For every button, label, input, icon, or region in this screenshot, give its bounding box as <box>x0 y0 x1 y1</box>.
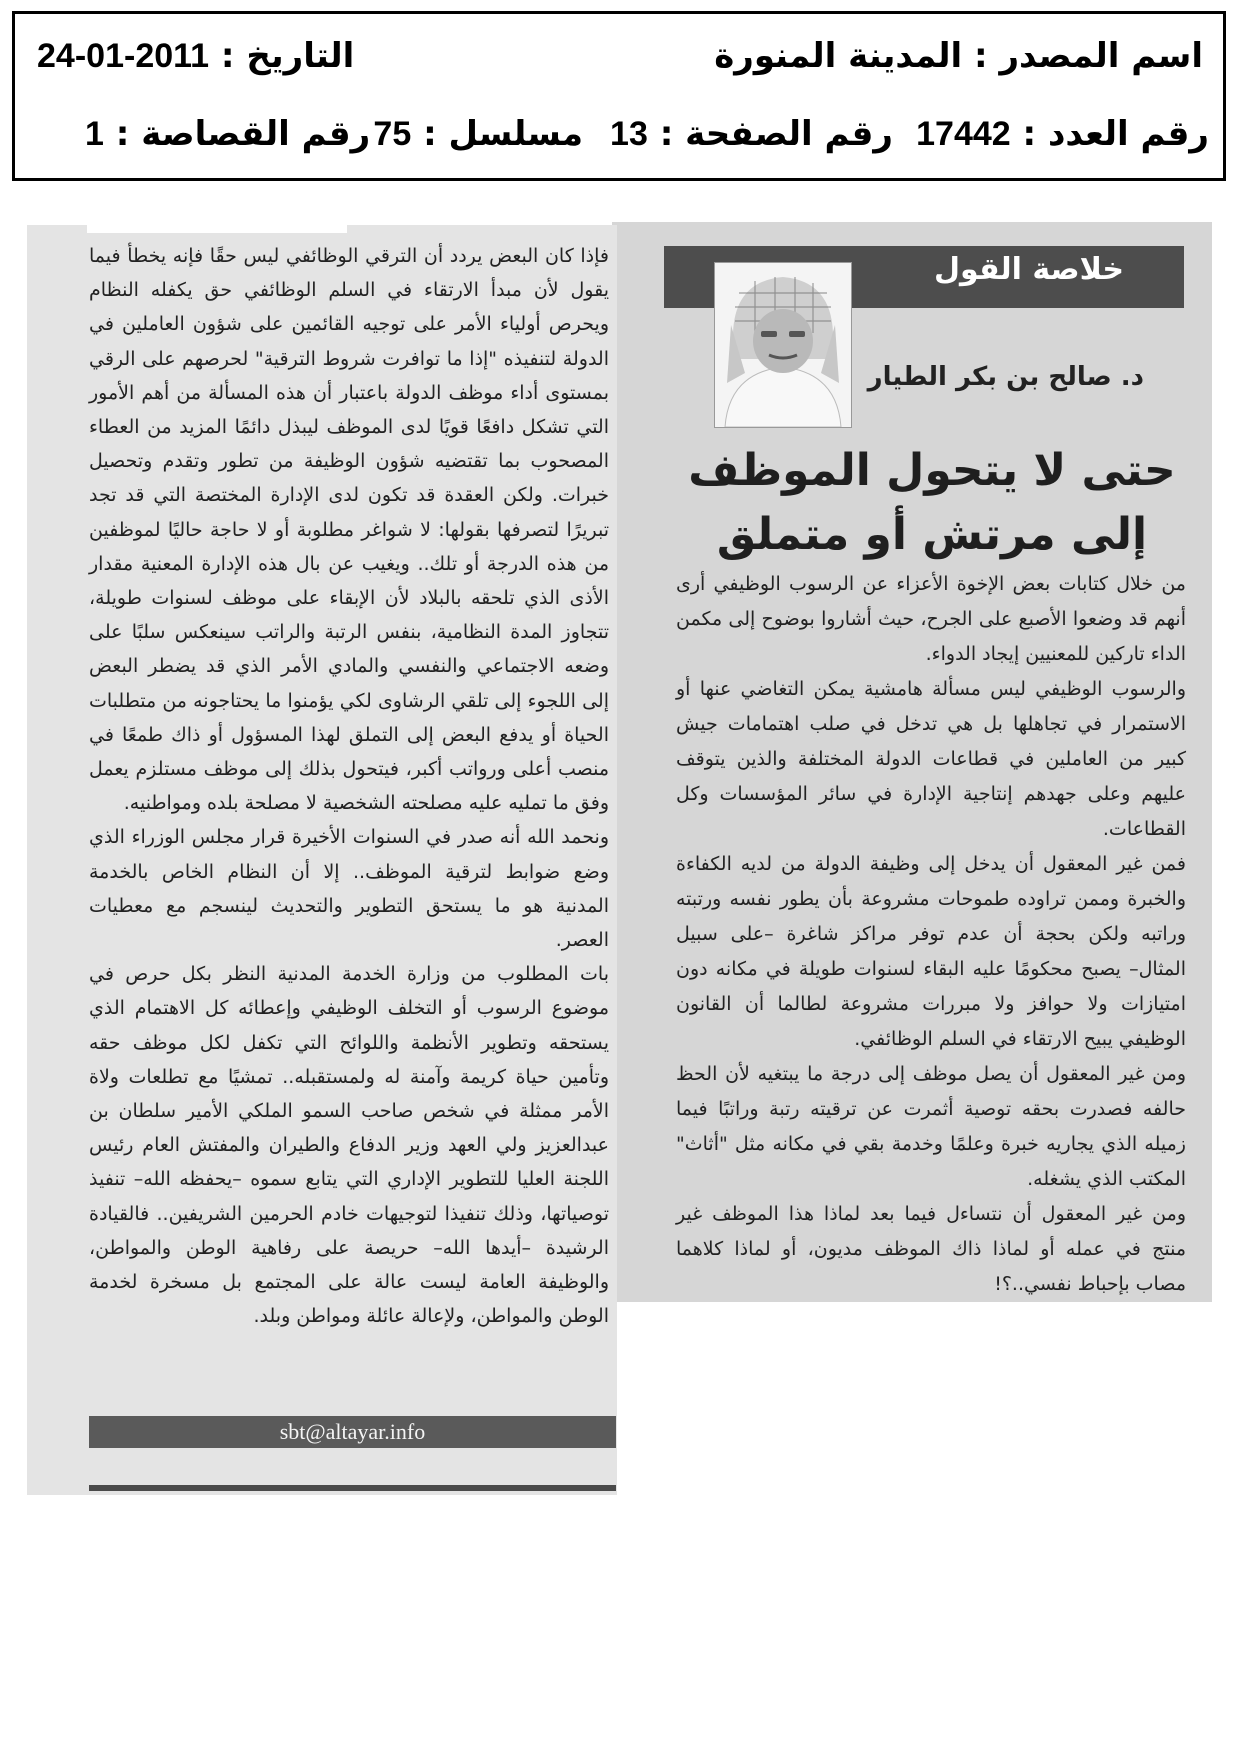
paragraph: فمن غير المعقول أن يدخل إلى وظيفة الدولة من لديه الكفاءة والخبرة وممن تراوده طموحات مشروعة بأن يطور نفسه ورتبته وراتبه ولكن بحجة أن عدم توفر مراكز شاغرة –على سبيل المثال– يصبح محكومًا عليه البقاء لسنوات طويلة في مكانه دون امتيازات ولا حوافز ولا مبررات مشروعة لطالما أن القانون الوظيفي يبيح الارتقاء في السلم الوظائفي. <box>676 853 1186 1050</box>
clipping-edge <box>87 225 347 233</box>
article-clipping-left <box>27 225 617 1495</box>
column-title: خلاصة القول <box>933 252 1124 287</box>
issue-value: 17442 <box>916 115 1011 153</box>
header-info-box <box>12 11 1226 181</box>
clip-number-field <box>85 114 370 154</box>
serial-label: مسلسل : <box>411 114 583 154</box>
author-portrait-image <box>715 263 851 427</box>
header-row-2 <box>15 114 1223 174</box>
date-label: التاريخ : <box>209 36 355 76</box>
serial-field <box>373 114 583 154</box>
headline-line-1: حتى لا يتحول الموظف <box>688 445 1176 496</box>
paragraph: ومن غير المعقول أن نتساءل فيما بعد لماذا هذا الموظف غير منتج في عمله أو لماذا ذاك الموظف مديون، أو لماذا كلاهما مصاب بإحباط نفسي..؟! <box>676 1203 1186 1295</box>
serial-value: 75 <box>373 115 412 153</box>
date-value: 2011-01-24 <box>37 37 210 75</box>
page-label: رقم الصفحة : <box>647 114 893 154</box>
article-body-left <box>89 239 609 1439</box>
source-name: اسم المصدر : المدينة المنورة <box>714 36 1203 76</box>
paragraph: ومن غير المعقول أن يصل موظف إلى درجة ما يبتغيه لأن الحظ حالفه فصدرت بحقه توصية أثمرت عن ترقيته رتبة وراتبًا فيما زميله الذي يجاريه خبرة وعلمًا وخدمة بقي في مكانه مثل "أثاث" المكتب الذي يشغله. <box>676 1063 1186 1190</box>
article-body-right <box>676 567 1186 1295</box>
article-clipping-right <box>612 222 1212 1302</box>
page-value: 13 <box>610 115 648 153</box>
bottom-divider <box>89 1485 616 1491</box>
issue-number-field <box>916 114 1209 154</box>
paragraph: فإذا كان البعض يردد أن الترقي الوظائفي ليس حقًا فإنه يخطأ فيما يقول لأن مبدأ الارتقاء في السلم الوظائفي حق يكفله النظام ويحرص أولياء الأمر على توجيه القائمين على شؤون العاملين في الدولة لتنفيذه "إذا ما توافرت شروط الترقية" لحرصهم على الرقي بمستوى أداء موظف الدولة باعتبار أن هذه المسألة من أهم الأمور التي تشكل دافعًا قويًا لدى الموظف ليبذل دائمًا المزيد من العطاء المصحوب بما تقتضيه شؤون الوظيفة من تطور وتقدم وتحصيل خبرات. ولكن العقدة قد تكون لدى الإدارة المختصة التي قد تجد تبريرًا لتصرفها بقولها: لا شواغر مطلوبة أو لا حاجة حاليًا لموظفين من هذه الدرجة أو تلك.. ويغيب عن بال هذه الإدارة المعنية مقدار الأذى الذي تلحقه بالبلاد لأن الإبقاء على موظف لسنوات طويلة، تتجاوز المدة النظامية، بنفس الرتبة والراتب سينعكس سلبًا على وضعه الاجتماعي والنفسي والمادي الأمر الذي قد يضطر البعض إلى اللجوء إلى تلقي الرشاوى لكي يؤمنوا ما يحتاجونه من متطلبات الحياة أو يدفع البعض إلى التملق لهذا المسؤول أو ذاك طمعًا في منصب أعلى ورواتب أكبر، فيتحول بذلك إلى موظف مستلزم يعمل وفق ما تمليه عليه مصلحته الشخصية لا مصلحة بلده ومواطنيه. <box>89 245 609 815</box>
paragraph: من خلال كتابات بعض الإخوة الأعزاء عن الرسوب الوظيفي أرى أنهم قد وضعوا الأصبع على الجرح، حيث أشاروا بوضوح إلى مكمن الداء تاركين للمعنيين إيجاد الدواء. <box>676 573 1186 665</box>
author-photo <box>714 262 852 428</box>
date-field <box>37 36 354 76</box>
author-email: sbt@altayar.info <box>89 1416 616 1448</box>
clip-value: 1 <box>85 115 104 153</box>
paragraph: والرسوب الوظيفي ليس مسألة هامشية يمكن التغاضي عنها أو الاستمرار في تجاهلها بل هي تدخل في صلب اهتمامات جيش كبير من العاملين في قطاعات الدولة المختلفة والذين يتوقف عليهم وعلى جهدهم إنتاجية الإدارة في سائر المؤسسات وكل القطاعات. <box>676 678 1186 840</box>
clip-label: رقم القصاصة : <box>103 114 371 154</box>
paragraph: بات المطلوب من وزارة الخدمة المدنية النظر بكل حرص في موضوع الرسوب أو التخلف الوظيفي وإعطائه كل الاهتمام الذي يستحقه وتطوير الأنظمة واللوائح التي تكفل لكل موظف حقه وتأمين حياة كريمة وآمنة له ولمستقبله.. تمشيًا مع تطلعات ولاة الأمر ممثلة في شخص صاحب السمو الملكي الأمير سلطان بن عبدالعزيز ولي العهد وزير الدفاع والطيران والمفتش العام رئيس اللجنة العليا للتطوير الإداري التي يتابع سموه –يحفظه الله– تنفيذ توصياتها، وذلك تنفيذا لتوجيهات خادم الحرمين الشريفين.. فالقيادة الرشيدة –أيدها الله– حريصة على رفاهية الوطن والمواطن، والوظيفة العامة ليست عالة على المجتمع بل مسخرة لخدمة الوطن والمواطن، ولإعالة عائلة ومواطن وبلد. <box>89 963 609 1328</box>
issue-label: رقم العدد : <box>1010 114 1209 154</box>
header-row-1 <box>15 36 1223 96</box>
paragraph: ونحمد الله أنه صدر في السنوات الأخيرة قرار مجلس الوزراء الذي وضع ضوابط لترقية الموظف.. إلا أن النظام الخاص بالخدمة المدنية هو ما يستحق التطوير والتحديث لينسجم مع معطيات العصر. <box>89 826 609 952</box>
author-name: د. صالح بن بكر الطيار <box>867 362 1144 392</box>
page-number-field <box>610 114 893 154</box>
headline-line-2: إلى مرتش أو متملق <box>716 509 1148 560</box>
